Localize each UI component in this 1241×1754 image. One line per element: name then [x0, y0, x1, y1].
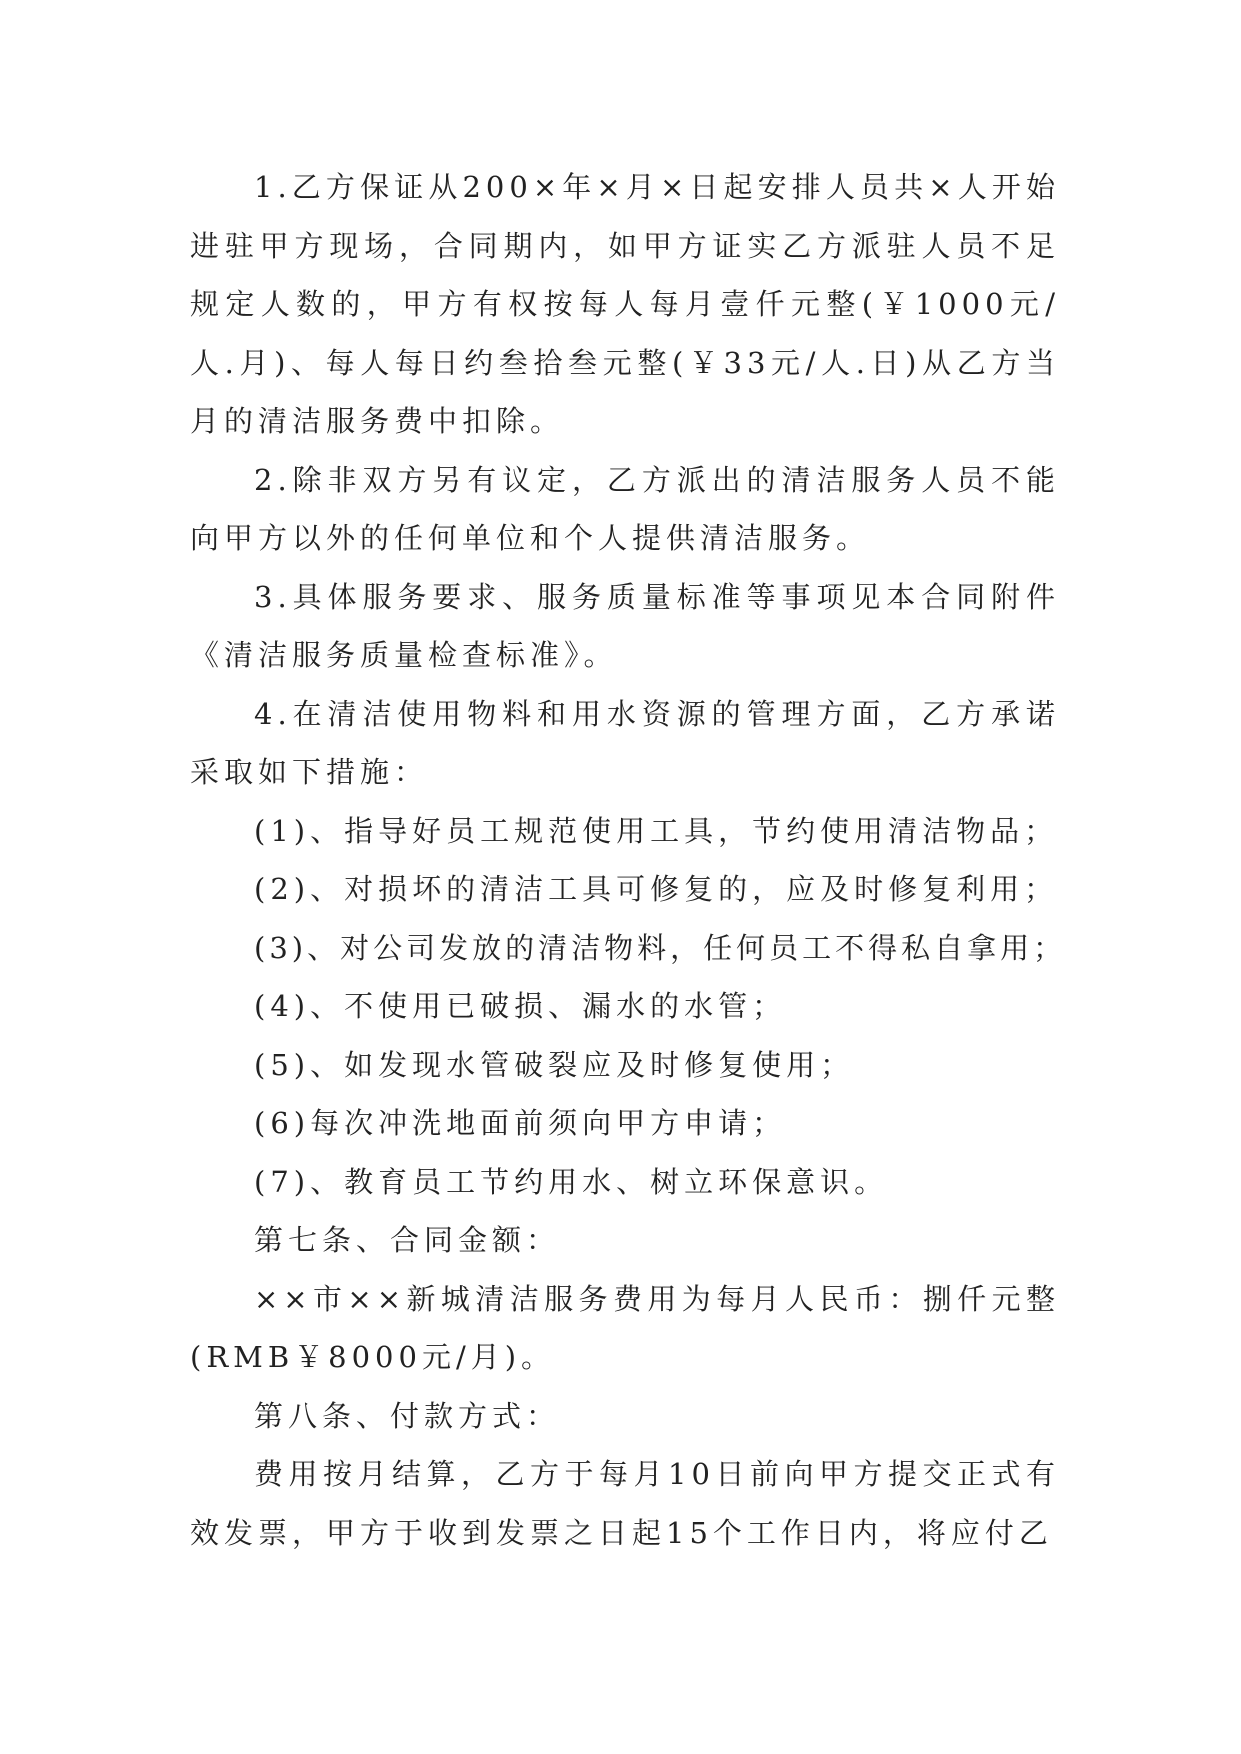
measure-item-7: (7)、教育员工节约用水、树立环保意识。: [254, 1164, 889, 1199]
article-7-amount: ××市××新城清洁服务费用为每月人民币：捌仟元整(RMB￥8000元/月)。: [190, 1281, 1060, 1374]
clause-4-materials: 4.在清洁使用物料和用水资源的管理方面，乙方承诺采取如下措施：: [190, 696, 1060, 789]
clause-2-exclusivity: 2.除非双方另有议定，乙方派出的清洁服务人员不能向甲方以外的任何单位和个人提供清洁服务。: [190, 462, 1060, 555]
measure-item-4: (4)、不使用已破损、漏水的水管；: [254, 989, 787, 1023]
article-8-heading: 第八条、付款方式：: [254, 1398, 561, 1433]
measure-item-3: (3)、对公司发放的清洁物料，任何员工不得私自拿用；: [254, 930, 1067, 965]
clause-3-standards: 3.具体服务要求、服务质量标准等事项见本合同附件《清洁服务质量检查标准》。: [190, 579, 1060, 672]
document-body: [190, 158, 1067, 1562]
article-7-heading: 第七条、合同金额：: [254, 1223, 561, 1257]
measure-item-6: (6)每次冲洗地面前须向甲方申请；: [254, 1106, 787, 1140]
article-8-payment: 费用按月结算，乙方于每月10日前向甲方提交正式有效发票，甲方于收到发票之日起15个工作日内，将应付乙: [190, 1457, 1060, 1550]
measure-item-1: (1)、指导好员工规范使用工具，节约使用清洁物品；: [254, 813, 1059, 848]
measure-item-5: (5)、如发现水管破裂应及时修复使用；: [254, 1047, 855, 1082]
measure-item-2: (2)、对损坏的清洁工具可修复的，应及时修复利用；: [254, 872, 1059, 906]
clause-1-staffing: 1.乙方保证从200×年×月×日起安排人员共×人开始进驻甲方现场，合同期内，如甲方证实乙方派驻人员不足规定人数的，甲方有权按每人每月壹仟元整(￥1000元/人.月)、每人每日约叁拾叁元整(￥33元/人.日)从乙方当月的清洁服务费中扣除。: [190, 170, 1060, 438]
